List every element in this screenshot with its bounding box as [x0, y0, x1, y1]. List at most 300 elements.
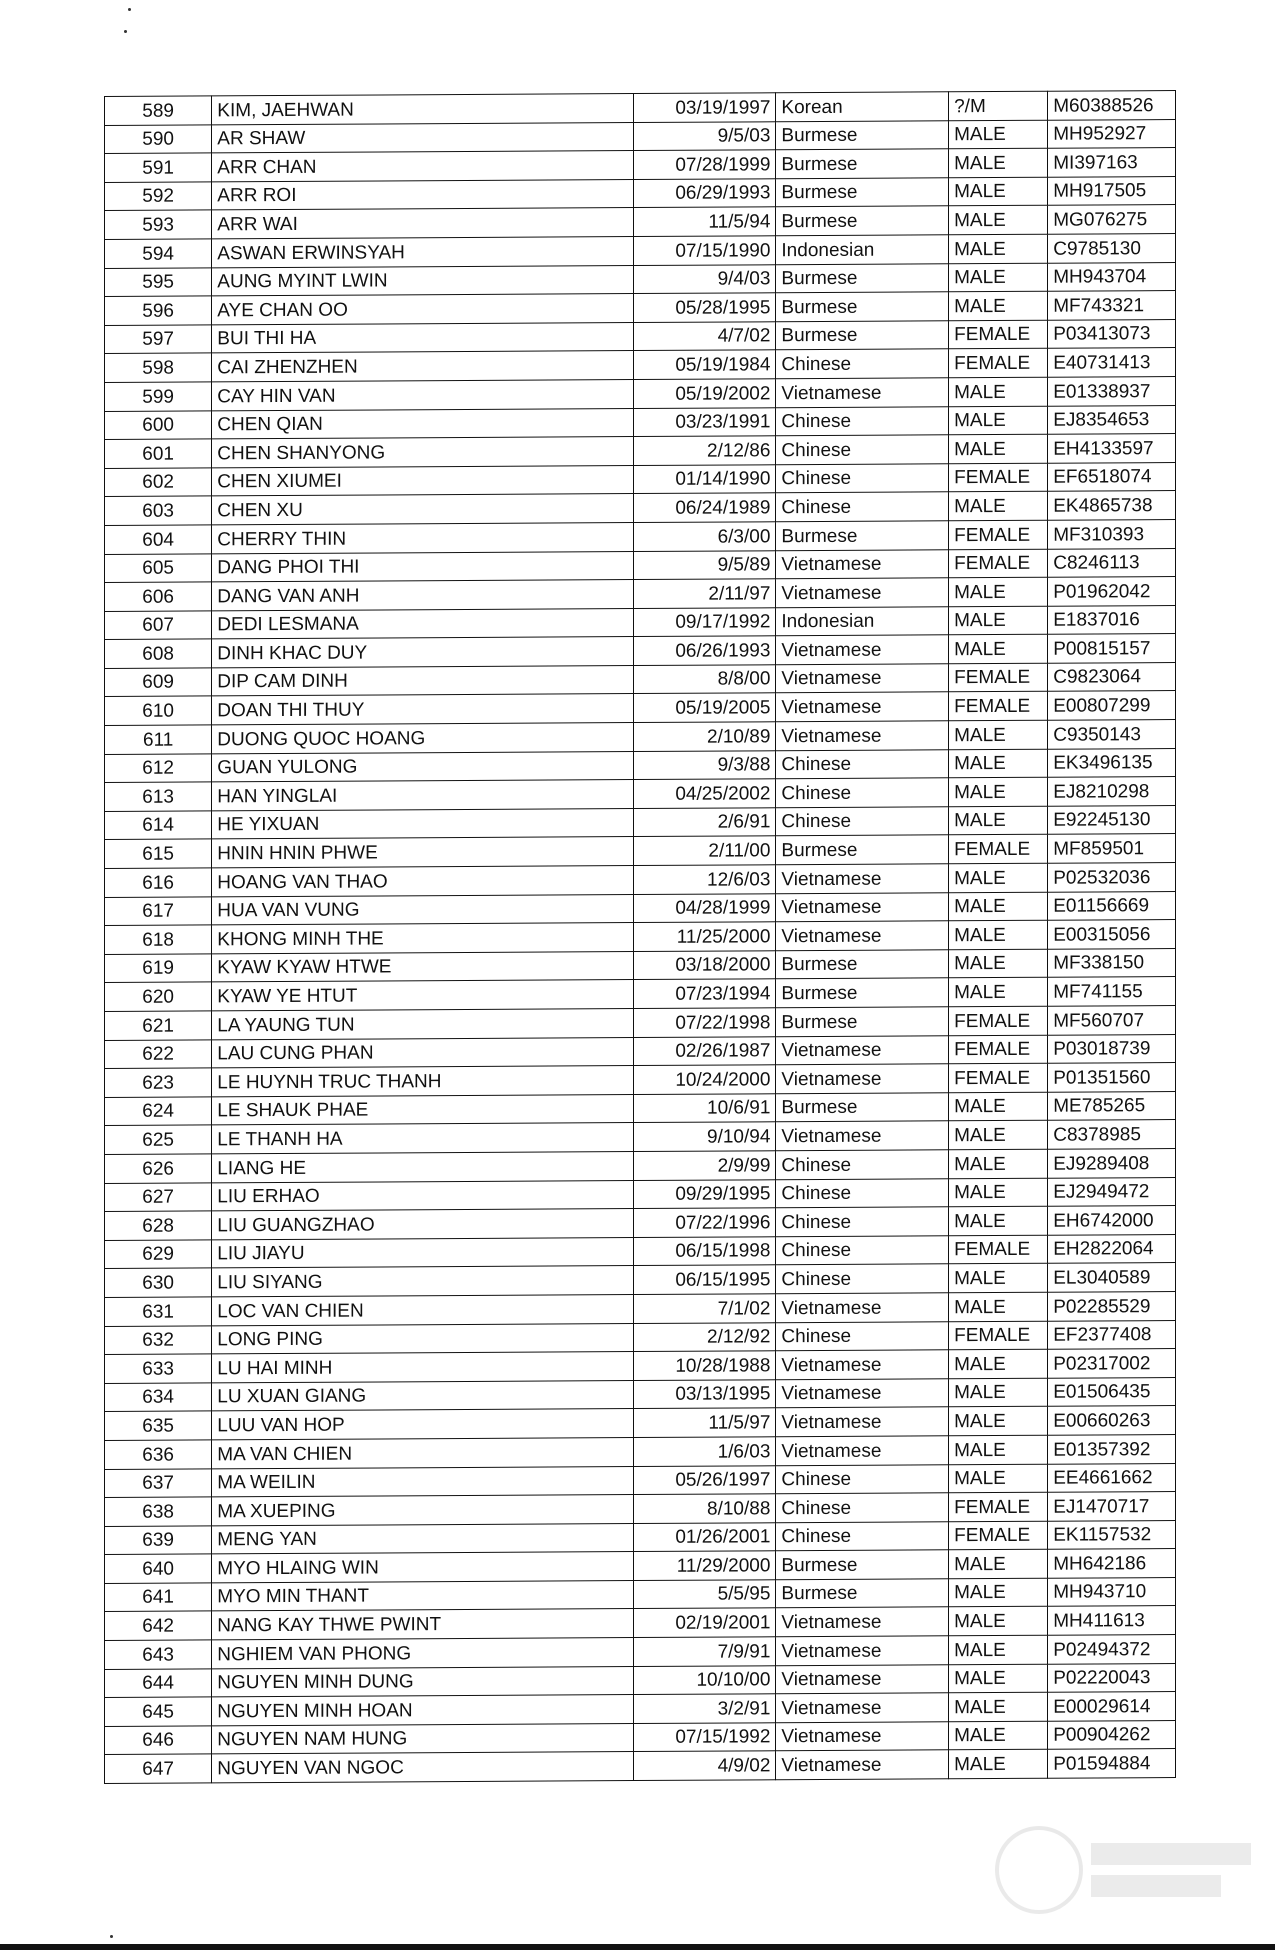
passport-number-cell: P02532036	[1048, 863, 1176, 892]
row-number-cell: 591	[105, 153, 212, 182]
date-of-birth-cell: 10/10/00	[634, 1665, 776, 1694]
person-name-cell: NGUYEN MINH DUNG	[212, 1666, 634, 1697]
date-of-birth-cell: 05/19/2005	[634, 693, 776, 722]
nationality-cell: Burmese	[776, 1093, 949, 1123]
row-number-cell: 643	[105, 1640, 212, 1669]
person-name-cell: MENG YAN	[212, 1523, 634, 1554]
nationality-cell: Burmese	[776, 263, 949, 293]
sex-cell: MALE	[949, 635, 1048, 664]
nationality-cell: Chinese	[776, 1207, 949, 1237]
sex-cell: FEMALE	[949, 549, 1048, 578]
nationality-cell: Vietnamese	[776, 378, 949, 408]
passenger-table	[104, 90, 1176, 1784]
nationality-cell: Indonesian	[776, 235, 949, 265]
watermark-seal-icon	[995, 1826, 1083, 1914]
row-number-cell: 608	[105, 639, 212, 668]
person-name-cell: LE HUYNH TRUC THANH	[212, 1066, 634, 1097]
row-number-cell: 621	[105, 1011, 212, 1040]
person-name-cell: MA XUEPING	[212, 1495, 634, 1526]
nationality-cell: Chinese	[776, 464, 949, 494]
nationality-cell: Vietnamese	[776, 1407, 949, 1437]
sex-cell: FEMALE	[949, 349, 1048, 378]
person-name-cell: LIU ERHAO	[212, 1180, 634, 1211]
nationality-cell: Vietnamese	[776, 892, 949, 922]
row-number-cell: 592	[105, 182, 212, 211]
date-of-birth-cell: 07/23/1994	[634, 979, 776, 1008]
nationality-cell: Vietnamese	[776, 664, 949, 694]
row-number-cell: 599	[105, 382, 212, 411]
person-name-cell: ARR CHAN	[212, 151, 634, 182]
sex-cell: FEMALE	[949, 835, 1048, 864]
date-of-birth-cell: 3/2/91	[634, 1694, 776, 1723]
date-of-birth-cell: 2/10/89	[634, 722, 776, 751]
person-name-cell: HE YIXUAN	[212, 808, 634, 839]
sex-cell: FEMALE	[949, 320, 1048, 349]
scan-speck	[110, 1935, 113, 1938]
nationality-cell: Vietnamese	[776, 1035, 949, 1065]
date-of-birth-cell: 9/3/88	[634, 750, 776, 779]
table-body	[105, 91, 1176, 1784]
row-number-cell: 615	[105, 839, 212, 868]
passport-number-cell: C8378985	[1048, 1120, 1176, 1149]
nationality-cell: Vietnamese	[776, 1350, 949, 1380]
passport-number-cell: E00029614	[1048, 1692, 1176, 1721]
passport-number-cell: EF6518074	[1048, 462, 1176, 491]
row-number-cell: 607	[105, 611, 212, 640]
date-of-birth-cell: 01/26/2001	[634, 1522, 776, 1551]
row-number-cell: 590	[105, 124, 212, 153]
row-number-cell: 638	[105, 1497, 212, 1526]
scan-speck	[124, 30, 127, 33]
row-number-cell: 620	[105, 982, 212, 1011]
date-of-birth-cell: 07/22/1996	[634, 1208, 776, 1237]
passport-number-cell: EJ8354653	[1048, 405, 1176, 434]
row-number-cell: 646	[105, 1726, 212, 1755]
passport-number-cell: EF2377408	[1048, 1320, 1176, 1349]
sex-cell: MALE	[949, 434, 1048, 463]
bottom-edge-rule	[0, 1944, 1275, 1950]
person-name-cell: LUU VAN HOP	[212, 1409, 634, 1440]
row-number-cell: 630	[105, 1268, 212, 1297]
row-number-cell: 603	[105, 496, 212, 525]
passport-number-cell: MH943710	[1048, 1577, 1176, 1606]
date-of-birth-cell: 10/6/91	[634, 1094, 776, 1123]
person-name-cell: CHEN QIAN	[212, 408, 634, 439]
person-name-cell: GUAN YULONG	[212, 751, 634, 782]
passport-number-cell: C8246113	[1048, 548, 1176, 577]
watermark-stamp	[995, 1810, 1265, 1930]
sex-cell: MALE	[949, 1464, 1048, 1493]
passport-number-cell: P02220043	[1048, 1663, 1176, 1692]
passport-number-cell: EJ9289408	[1048, 1148, 1176, 1177]
person-name-cell: HNIN HNIN PHWE	[212, 837, 634, 868]
sex-cell: MALE	[949, 777, 1048, 806]
date-of-birth-cell: 9/10/94	[634, 1122, 776, 1151]
sex-cell: MALE	[949, 1092, 1048, 1121]
person-name-cell: LA YAUNG TUN	[212, 1009, 634, 1040]
nationality-cell: Burmese	[776, 978, 949, 1008]
passport-number-cell: MF859501	[1048, 834, 1176, 863]
sex-cell: MALE	[949, 978, 1048, 1007]
nationality-cell: Vietnamese	[776, 1064, 949, 1094]
person-name-cell: ARR WAI	[212, 208, 634, 239]
passport-number-cell: E00315056	[1048, 920, 1176, 949]
sex-cell: MALE	[949, 1206, 1048, 1235]
person-name-cell: DANG PHOI THI	[212, 551, 634, 582]
table-row	[105, 1749, 1176, 1784]
date-of-birth-cell: 06/26/1993	[634, 636, 776, 665]
sex-cell: MALE	[949, 892, 1048, 921]
person-name-cell: CHEN XIUMEI	[212, 465, 634, 496]
row-number-cell: 639	[105, 1526, 212, 1555]
nationality-cell: Vietnamese	[776, 549, 949, 579]
nationality-cell: Burmese	[776, 521, 949, 551]
date-of-birth-cell: 9/4/03	[634, 264, 776, 293]
date-of-birth-cell: 07/28/1999	[634, 150, 776, 179]
watermark-text-blocks	[1091, 1843, 1251, 1897]
sex-cell: MALE	[949, 377, 1048, 406]
row-number-cell: 642	[105, 1611, 212, 1640]
row-number-cell: 589	[105, 96, 212, 125]
date-of-birth-cell: 11/5/94	[634, 207, 776, 236]
nationality-cell: Vietnamese	[776, 1693, 949, 1723]
person-name-cell: CAI ZHENZHEN	[212, 351, 634, 382]
passport-number-cell: EK1157532	[1048, 1520, 1176, 1549]
nationality-cell: Vietnamese	[776, 1607, 949, 1637]
sex-cell: MALE	[949, 1121, 1048, 1150]
sex-cell: FEMALE	[949, 1521, 1048, 1550]
nationality-cell: Korean	[776, 92, 949, 122]
date-of-birth-cell: 6/3/00	[634, 522, 776, 551]
date-of-birth-cell: 06/15/1995	[634, 1265, 776, 1294]
row-number-cell: 593	[105, 210, 212, 239]
date-of-birth-cell: 2/9/99	[634, 1151, 776, 1180]
row-number-cell: 627	[105, 1182, 212, 1211]
person-name-cell: LOC VAN CHIEN	[212, 1294, 634, 1325]
passport-number-cell: E01156669	[1048, 891, 1176, 920]
sex-cell: MALE	[949, 120, 1048, 149]
passport-number-cell: P02317002	[1048, 1349, 1176, 1378]
passport-number-cell: MF310393	[1048, 519, 1176, 548]
date-of-birth-cell: 2/6/91	[634, 808, 776, 837]
date-of-birth-cell: 8/8/00	[634, 665, 776, 694]
row-number-cell: 629	[105, 1240, 212, 1269]
sex-cell: MALE	[949, 263, 1048, 292]
nationality-cell: Vietnamese	[776, 692, 949, 722]
person-name-cell: DEDI LESMANA	[212, 608, 634, 639]
date-of-birth-cell: 05/19/1984	[634, 350, 776, 379]
sex-cell: FEMALE	[949, 520, 1048, 549]
passport-number-cell: E1837016	[1048, 605, 1176, 634]
person-name-cell: DOAN THI THUY	[212, 694, 634, 725]
sex-cell: ?/M	[949, 91, 1048, 120]
sex-cell: FEMALE	[949, 1492, 1048, 1521]
sex-cell: MALE	[949, 606, 1048, 635]
person-name-cell: HUA VAN VUNG	[212, 894, 634, 925]
date-of-birth-cell: 05/28/1995	[634, 293, 776, 322]
sex-cell: MALE	[949, 1607, 1048, 1636]
nationality-cell: Vietnamese	[776, 921, 949, 951]
sex-cell: MALE	[949, 1292, 1048, 1321]
passport-number-cell: E40731413	[1048, 348, 1176, 377]
date-of-birth-cell: 06/24/1989	[634, 493, 776, 522]
date-of-birth-cell: 03/13/1995	[634, 1379, 776, 1408]
nationality-cell: Vietnamese	[776, 864, 949, 894]
person-name-cell: NGHIEM VAN PHONG	[212, 1638, 634, 1669]
row-number-cell: 604	[105, 525, 212, 554]
sex-cell: MALE	[949, 148, 1048, 177]
row-number-cell: 616	[105, 868, 212, 897]
passport-number-cell: EK3496135	[1048, 748, 1176, 777]
sex-cell: MALE	[949, 206, 1048, 235]
nationality-cell: Vietnamese	[776, 1722, 949, 1752]
date-of-birth-cell: 2/12/92	[634, 1322, 776, 1351]
date-of-birth-cell: 1/6/03	[634, 1437, 776, 1466]
sex-cell: FEMALE	[949, 663, 1048, 692]
passport-number-cell: MH917505	[1048, 176, 1176, 205]
date-of-birth-cell: 2/11/97	[634, 579, 776, 608]
date-of-birth-cell: 7/9/91	[634, 1637, 776, 1666]
passport-number-cell: C9823064	[1048, 662, 1176, 691]
passport-number-cell: P01594884	[1048, 1749, 1176, 1778]
passport-number-cell: MH952927	[1048, 119, 1176, 148]
nationality-cell: Chinese	[776, 1264, 949, 1294]
date-of-birth-cell: 04/25/2002	[634, 779, 776, 808]
passport-number-cell: EE4661662	[1048, 1463, 1176, 1492]
sex-cell: MALE	[949, 577, 1048, 606]
person-name-cell: DINH KHAC DUY	[212, 637, 634, 668]
sex-cell: MALE	[949, 806, 1048, 835]
nationality-cell: Vietnamese	[776, 1750, 949, 1780]
sex-cell: MALE	[949, 1550, 1048, 1579]
date-of-birth-cell: 2/12/86	[634, 436, 776, 465]
person-name-cell: LU HAI MINH	[212, 1352, 634, 1383]
sex-cell: MALE	[949, 1149, 1048, 1178]
sex-cell: MALE	[949, 1750, 1048, 1779]
passport-number-cell: MI397163	[1048, 148, 1176, 177]
person-name-cell: LU XUAN GIANG	[212, 1380, 634, 1411]
nationality-cell: Indonesian	[776, 606, 949, 636]
row-number-cell: 641	[105, 1583, 212, 1612]
person-name-cell: MA VAN CHIEN	[212, 1437, 634, 1468]
person-name-cell: MYO HLAING WIN	[212, 1552, 634, 1583]
person-name-cell: KHONG MINH THE	[212, 923, 634, 954]
date-of-birth-cell: 12/6/03	[634, 865, 776, 894]
passport-number-cell: EJ8210298	[1048, 777, 1176, 806]
nationality-cell: Vietnamese	[776, 1664, 949, 1694]
sex-cell: MALE	[949, 1435, 1048, 1464]
row-number-cell: 612	[105, 754, 212, 783]
sex-cell: MALE	[949, 177, 1048, 206]
date-of-birth-cell: 07/15/1992	[634, 1723, 776, 1752]
date-of-birth-cell: 06/15/1998	[634, 1236, 776, 1265]
person-name-cell: ARR ROI	[212, 179, 634, 210]
sex-cell: FEMALE	[949, 1035, 1048, 1064]
passport-number-cell: E01338937	[1048, 376, 1176, 405]
date-of-birth-cell: 5/5/95	[634, 1580, 776, 1609]
person-name-cell: NGUYEN NAM HUNG	[212, 1723, 634, 1754]
row-number-cell: 623	[105, 1068, 212, 1097]
passport-number-cell: EL3040589	[1048, 1263, 1176, 1292]
passport-number-cell: MH411613	[1048, 1606, 1176, 1635]
passport-number-cell: EJ1470717	[1048, 1492, 1176, 1521]
person-name-cell: CHEN SHANYONG	[212, 437, 634, 468]
row-number-cell: 596	[105, 296, 212, 325]
passport-number-cell: C9785130	[1048, 233, 1176, 262]
sex-cell: FEMALE	[949, 1321, 1048, 1350]
passport-number-cell: MF338150	[1048, 948, 1176, 977]
passport-number-cell: E01506435	[1048, 1377, 1176, 1406]
person-name-cell: AUNG MYINT LWIN	[212, 265, 634, 296]
row-number-cell: 632	[105, 1325, 212, 1354]
date-of-birth-cell: 10/28/1988	[634, 1351, 776, 1380]
date-of-birth-cell: 02/26/1987	[634, 1036, 776, 1065]
sex-cell: MALE	[949, 949, 1048, 978]
row-number-cell: 645	[105, 1697, 212, 1726]
sex-cell: MALE	[949, 1378, 1048, 1407]
row-number-cell: 609	[105, 668, 212, 697]
person-name-cell: LIU GUANGZHAO	[212, 1209, 634, 1240]
nationality-cell: Chinese	[776, 1178, 949, 1208]
row-number-cell: 635	[105, 1411, 212, 1440]
passport-number-cell: E00807299	[1048, 691, 1176, 720]
nationality-cell: Chinese	[776, 435, 949, 465]
sex-cell: MALE	[949, 1664, 1048, 1693]
nationality-cell: Vietnamese	[776, 578, 949, 608]
passport-number-cell: EK4865738	[1048, 491, 1176, 520]
date-of-birth-cell: 05/26/1997	[634, 1465, 776, 1494]
nationality-cell: Chinese	[776, 807, 949, 837]
date-of-birth-cell: 8/10/88	[634, 1494, 776, 1523]
date-of-birth-cell: 09/17/1992	[634, 607, 776, 636]
nationality-cell: Chinese	[776, 406, 949, 436]
sex-cell: FEMALE	[949, 1235, 1048, 1264]
person-name-cell: KYAW YE HTUT	[212, 980, 634, 1011]
person-name-cell: AR SHAW	[212, 122, 634, 153]
nationality-cell: Chinese	[776, 1150, 949, 1180]
row-number-cell: 624	[105, 1097, 212, 1126]
person-name-cell: LIANG HE	[212, 1152, 634, 1183]
sex-cell: FEMALE	[949, 1063, 1048, 1092]
nationality-cell: Burmese	[776, 178, 949, 208]
sex-cell: MALE	[949, 1178, 1048, 1207]
passport-number-cell: EH6742000	[1048, 1206, 1176, 1235]
passport-number-cell: ME785265	[1048, 1091, 1176, 1120]
person-name-cell: LONG PING	[212, 1323, 634, 1354]
date-of-birth-cell: 05/19/2002	[634, 379, 776, 408]
date-of-birth-cell: 11/29/2000	[634, 1551, 776, 1580]
passport-number-cell: C9350143	[1048, 720, 1176, 749]
nationality-cell: Burmese	[776, 1007, 949, 1037]
date-of-birth-cell: 07/15/1990	[634, 236, 776, 265]
sex-cell: MALE	[949, 749, 1048, 778]
nationality-cell: Vietnamese	[776, 1436, 949, 1466]
sex-cell: MALE	[949, 406, 1048, 435]
row-number-cell: 622	[105, 1039, 212, 1068]
date-of-birth-cell: 06/29/1993	[634, 179, 776, 208]
passport-number-cell: P00815157	[1048, 634, 1176, 663]
sex-cell: MALE	[949, 1264, 1048, 1293]
date-of-birth-cell: 2/11/00	[634, 836, 776, 865]
nationality-cell: Chinese	[776, 349, 949, 379]
passport-number-cell: P01351560	[1048, 1063, 1176, 1092]
sex-cell: FEMALE	[949, 463, 1048, 492]
passport-number-cell: E01357392	[1048, 1434, 1176, 1463]
date-of-birth-cell: 11/25/2000	[634, 922, 776, 951]
person-name-cell: NGUYEN MINH HOAN	[212, 1695, 634, 1726]
date-of-birth-cell: 07/22/1998	[634, 1008, 776, 1037]
person-name-cell: BUI THI HA	[212, 322, 634, 353]
nationality-cell: Vietnamese	[776, 721, 949, 751]
row-number-cell: 633	[105, 1354, 212, 1383]
row-number-cell: 606	[105, 582, 212, 611]
row-number-cell: 613	[105, 782, 212, 811]
person-name-cell: HOANG VAN THAO	[212, 866, 634, 897]
row-number-cell: 594	[105, 239, 212, 268]
row-number-cell: 634	[105, 1383, 212, 1412]
passport-number-cell: MG076275	[1048, 205, 1176, 234]
passport-number-cell: EH4133597	[1048, 434, 1176, 463]
row-number-cell: 602	[105, 468, 212, 497]
nationality-cell: Vietnamese	[776, 1636, 949, 1666]
row-number-cell: 647	[105, 1754, 212, 1783]
nationality-cell: Chinese	[776, 1493, 949, 1523]
passport-number-cell: E00660263	[1048, 1406, 1176, 1435]
sex-cell: FEMALE	[949, 692, 1048, 721]
person-name-cell: DANG VAN ANH	[212, 580, 634, 611]
nationality-cell: Burmese	[776, 149, 949, 179]
person-name-cell: NANG KAY THWE PWINT	[212, 1609, 634, 1640]
person-name-cell: CHEN XU	[212, 494, 634, 525]
sex-cell: MALE	[949, 720, 1048, 749]
row-number-cell: 600	[105, 410, 212, 439]
passport-number-cell: EH2822064	[1048, 1234, 1176, 1263]
person-name-cell: MYO MIN THANT	[212, 1580, 634, 1611]
person-name-cell: KIM, JAEHWAN	[212, 94, 634, 125]
nationality-cell: Burmese	[776, 120, 949, 150]
sex-cell: MALE	[949, 1692, 1048, 1721]
date-of-birth-cell: 03/23/1991	[634, 407, 776, 436]
date-of-birth-cell: 9/5/03	[634, 121, 776, 150]
date-of-birth-cell: 04/28/1999	[634, 893, 776, 922]
date-of-birth-cell: 10/24/2000	[634, 1065, 776, 1094]
row-number-cell: 595	[105, 267, 212, 296]
person-name-cell: LIU SIYANG	[212, 1266, 634, 1297]
row-number-cell: 626	[105, 1154, 212, 1183]
row-number-cell: 610	[105, 696, 212, 725]
passport-number-cell: MF741155	[1048, 977, 1176, 1006]
row-number-cell: 625	[105, 1125, 212, 1154]
nationality-cell: Chinese	[776, 1321, 949, 1351]
date-of-birth-cell: 02/19/2001	[634, 1608, 776, 1637]
nationality-cell: Burmese	[776, 292, 949, 322]
nationality-cell: Burmese	[776, 950, 949, 980]
nationality-cell: Chinese	[776, 492, 949, 522]
date-of-birth-cell: 7/1/02	[634, 1294, 776, 1323]
sex-cell: MALE	[949, 291, 1048, 320]
date-of-birth-cell: 03/18/2000	[634, 951, 776, 980]
row-number-cell: 618	[105, 925, 212, 954]
passport-number-cell: P01962042	[1048, 577, 1176, 606]
row-number-cell: 617	[105, 897, 212, 926]
row-number-cell: 611	[105, 725, 212, 754]
nationality-cell: Burmese	[776, 321, 949, 351]
passport-number-cell: MF560707	[1048, 1006, 1176, 1035]
person-name-cell: CAY HIN VAN	[212, 379, 634, 410]
person-name-cell: CHERRY THIN	[212, 522, 634, 553]
row-number-cell: 644	[105, 1669, 212, 1698]
sex-cell: MALE	[949, 234, 1048, 263]
